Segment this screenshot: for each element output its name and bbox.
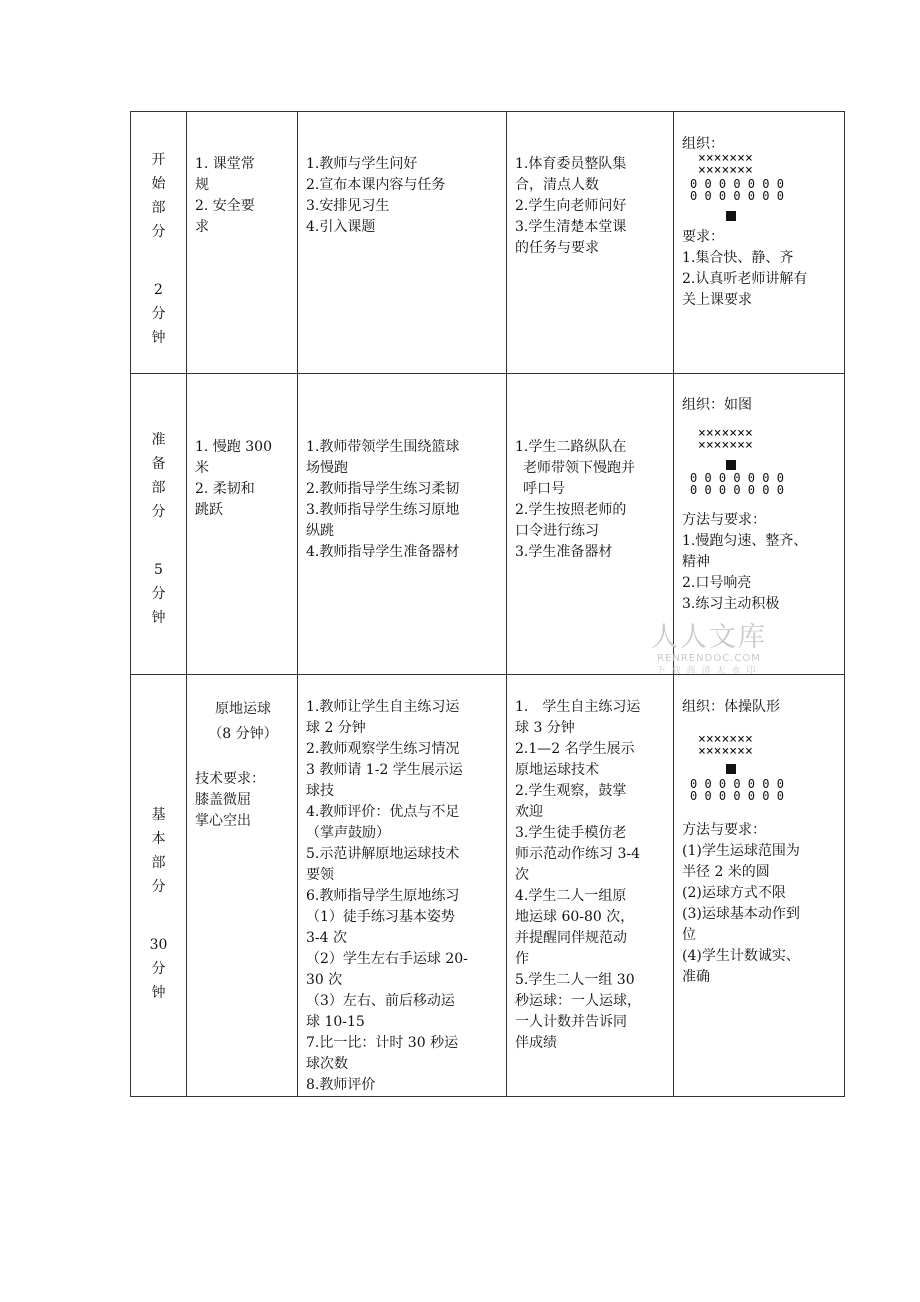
formation-diagram: ××××××× ××××××× 0 0 0 0 0 0 0 0 0 0 0 0 0 0 (690, 732, 784, 803)
lesson-plan-table (130, 111, 845, 1097)
stage-cell: 准 备 部 分 5 分 钟 (131, 374, 187, 675)
organization-cell: 组织： ××××××× ××××××× 0 0 0 0 0 0 0 0 0 0 0 0 0 0 要求： 1.集合快、静、齐 2.认真听老师讲解有 关上课要求 (674, 112, 845, 374)
student-activity-cell: 1. 学生自主练习运 球 3 分钟 2.1—2 名学生展示 原地运球技术 2.学生观察，鼓掌 欢迎 3.学生徒手模仿老 师示范动作练习 3-4 次 4.学生二人一组原 地运球 60-80 次， 并提醒同伴规范动 作 5.学生二人一组 30 秒运球：一人运球， 一人计数并告诉同 伴成绩 (507, 675, 674, 1097)
teacher-marker-icon (726, 211, 736, 221)
table-row-main (131, 675, 845, 1097)
content-cell: 原地运球 （8 分钟） 技术要求： 膝盖微屈 掌心空出 (187, 675, 298, 1097)
formation-diagram: ××××××× ××××××× 0 0 0 0 0 0 0 0 0 0 0 0 0 0 (682, 149, 838, 219)
organization-cell: 组织：如图 ××××××× ××××××× 0 0 0 0 0 0 0 0 0 0 0 0 0 0 方法与要求： 1.慢跑匀速、整齐、 精神 2.口号响亮 3.练习主动积极 (674, 374, 845, 675)
table-row-opening (131, 112, 845, 374)
teacher-activity-cell: 1.教师与学生问好 2.宣布本课内容与任务 3.安排见习生 4.引入课题 (298, 112, 507, 374)
student-activity-cell: 1.学生二路纵队在 老师带领下慢跑并 呼口号 2.学生按照老师的 口令进行练习 3.学生准备器材 (507, 374, 674, 675)
student-activity-cell: 1.体育委员整队集 合，清点人数 2.学生向老师问好 3.学生清楚本堂课 的任务与要求 (507, 112, 674, 374)
watermark (648, 623, 770, 677)
teacher-marker-icon (726, 764, 736, 774)
watermark-slogan: 下载高清无水印 (656, 666, 762, 676)
watermark-site: RENRENDOC.COM (657, 653, 761, 664)
teacher-marker-icon (726, 460, 736, 470)
formation-diagram: ××××××× ××××××× 0 0 0 0 0 0 0 0 0 0 0 0 0 0 (690, 426, 784, 497)
teacher-activity-cell: 1.教师带领学生围绕篮球 场慢跑 2.教师指导学生练习柔韧 3.教师指导学生练习原地 纵跳 4.教师指导学生准备器材 (298, 374, 507, 675)
stage-cell: 基 本 部 分 30 分 钟 (131, 675, 187, 1097)
watermark-title: 人人文库 (651, 622, 767, 653)
organization-cell: 组织：体操队形 ××××××× ××××××× 0 0 0 0 0 0 0 0 0 0 0 0 0 0 方法与要求： (1)学生运球范围为 半径 2 米的圆 (2)运球方式不限 (3)运球基本动作到 位 (4)学生计数诚实、 准确 (674, 675, 845, 1097)
content-cell: 1. 慢跑 300 米 2. 柔韧和 跳跃 (187, 374, 298, 675)
stage-cell: 开 始 部 分 2 分 钟 (131, 112, 187, 374)
teacher-activity-cell: 1.教师让学生自主练习运 球 2 分钟 2.教师观察学生练习情况 3 教师请 1-2 学生展示运 球技 4.教师评价：优点与不足 （掌声鼓励） 5.示范讲解原地运球技术 要领 6.教师指导学生原地练习 （1）徒手练习基本姿势 3-4 次 （2）学生左右手运球 20- 30 次 （3）左右、前后移动运 球 10-15 7.比一比：计时 30 秒运 球次数 8.教师评价 (298, 675, 507, 1097)
content-cell: 1. 课堂常 规 2. 安全要 求 (187, 112, 298, 374)
